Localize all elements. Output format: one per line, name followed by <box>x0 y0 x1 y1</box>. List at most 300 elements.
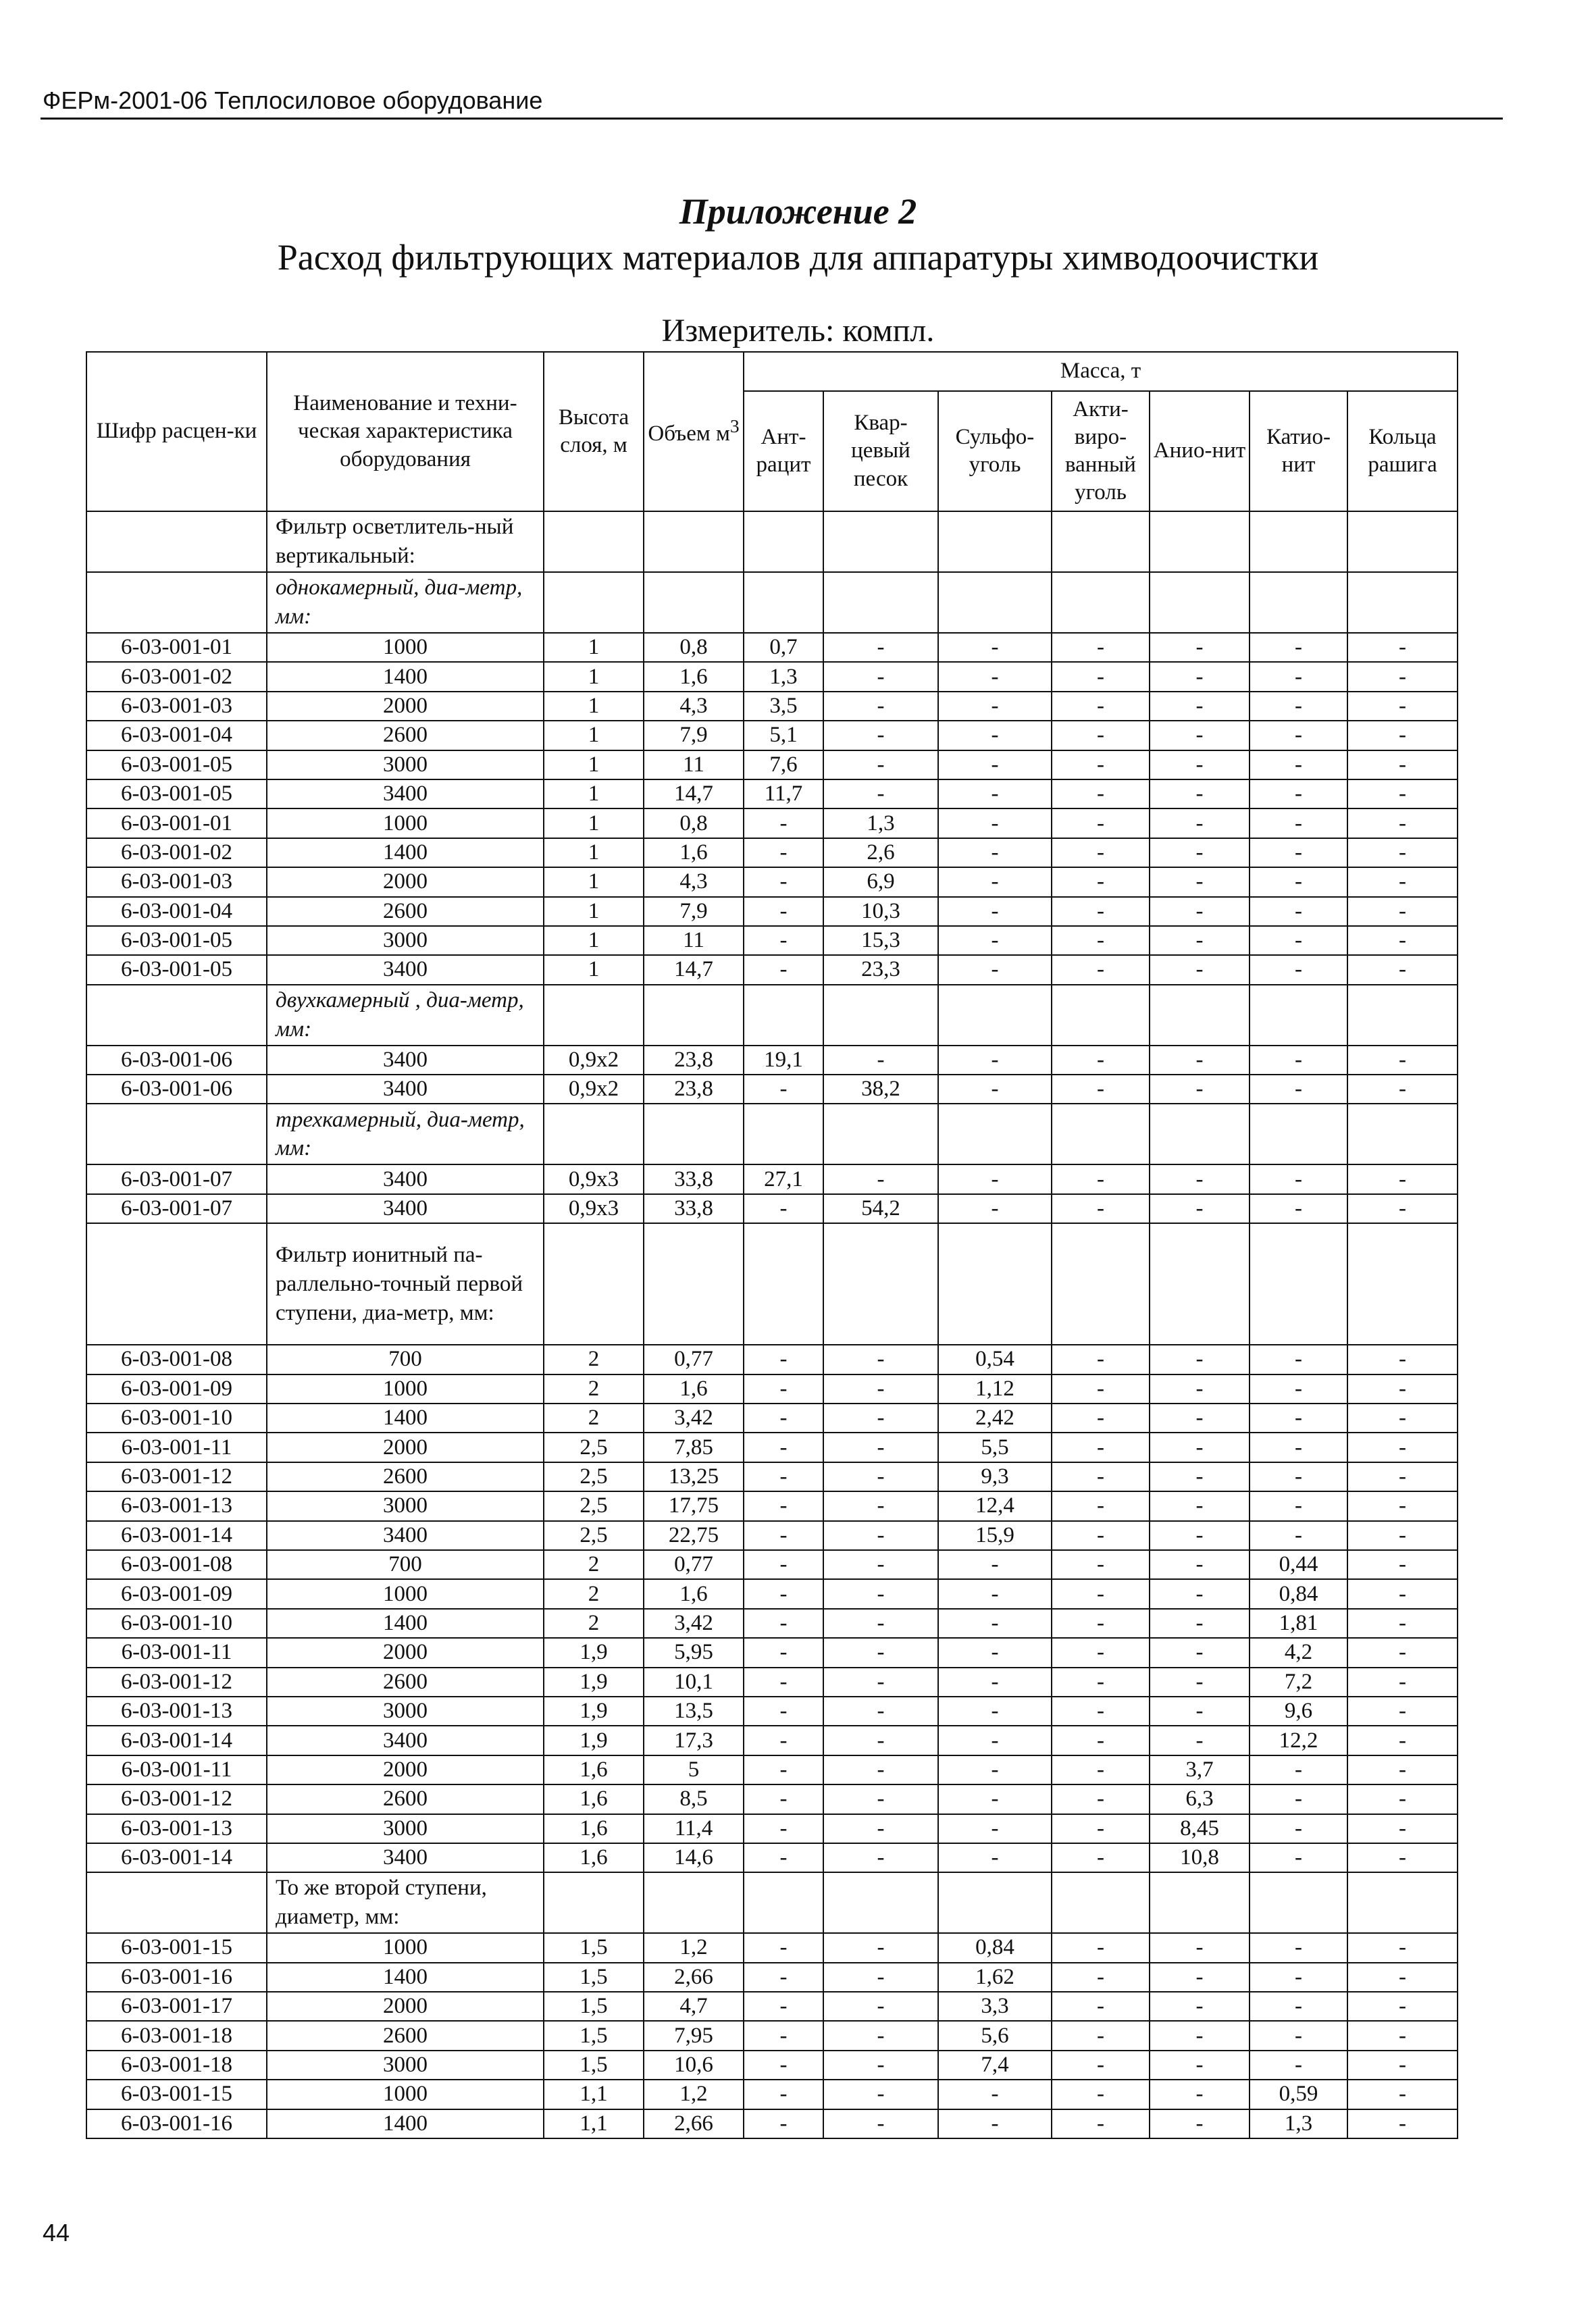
table-cell: - <box>823 2021 938 2050</box>
table-row <box>86 867 1458 896</box>
table-cell: 9,3 <box>938 1462 1052 1491</box>
table-cell: - <box>1052 1345 1150 1374</box>
table-cell: - <box>1150 1668 1250 1697</box>
table-row <box>86 1046 1458 1075</box>
table-cell: - <box>744 2021 823 2050</box>
table-cell: 1000 <box>267 1374 544 1404</box>
empty-cell <box>938 572 1052 633</box>
section-row <box>86 1223 1458 1345</box>
empty-cell <box>1250 1104 1347 1164</box>
table-cell: 15,9 <box>938 1521 1052 1550</box>
table-cell: 1,6 <box>644 662 744 691</box>
table-cell: - <box>823 779 938 808</box>
table-cell: - <box>1250 1374 1347 1404</box>
table-cell: - <box>1347 1609 1458 1638</box>
table-cell: - <box>823 721 938 750</box>
table-cell: - <box>938 779 1052 808</box>
table-cell: - <box>1347 1755 1458 1784</box>
table-cell: - <box>744 1814 823 1843</box>
table-cell: 1,5 <box>544 2021 644 2050</box>
table-cell: 6-03-001-02 <box>86 662 267 691</box>
table-cell: 6-03-001-09 <box>86 1374 267 1404</box>
table-row <box>86 1579 1458 1608</box>
section-label: Фильтр осветлитель-ный вертикальный: <box>267 511 544 572</box>
empty-cell <box>1052 1223 1150 1345</box>
table-cell: 0,59 <box>1250 2080 1347 2109</box>
col-header-anthracite: Ант-рацит <box>744 391 823 511</box>
filter-materials-table <box>86 351 1458 2139</box>
table-cell: - <box>1150 1194 1250 1223</box>
table-row <box>86 1164 1458 1193</box>
empty-cell <box>823 1104 938 1164</box>
table-cell: 3,42 <box>644 1609 744 1638</box>
table-cell: 1 <box>544 750 644 779</box>
table-cell: - <box>1347 1404 1458 1433</box>
empty-cell <box>938 1104 1052 1164</box>
table-cell: 6-03-001-15 <box>86 2080 267 2109</box>
table-cell: 8,45 <box>1150 1814 1250 1843</box>
table-cell: - <box>1347 1992 1458 2021</box>
empty-cell <box>644 1223 744 1345</box>
table-cell: - <box>1150 926 1250 955</box>
section-label: однокамерный, диа-метр, мм: <box>267 572 544 633</box>
table-cell: - <box>938 808 1052 838</box>
table-cell: 0,9х2 <box>544 1046 644 1075</box>
table-cell: - <box>1250 867 1347 896</box>
table-cell: 3400 <box>267 1726 544 1755</box>
table-cell: 11 <box>644 750 744 779</box>
table-cell: 3400 <box>267 1843 544 1872</box>
table-cell: - <box>1347 1726 1458 1755</box>
table-cell: - <box>823 1963 938 1992</box>
table-cell: 1,1 <box>544 2080 644 2109</box>
table-cell: 6-03-001-01 <box>86 808 267 838</box>
table-row <box>86 1697 1458 1726</box>
table-cell: - <box>1052 1579 1150 1608</box>
table-cell: 2600 <box>267 897 544 926</box>
table-cell: - <box>938 1046 1052 1075</box>
empty-cell <box>644 572 744 633</box>
table-cell: - <box>744 926 823 955</box>
table-cell: 6-03-001-10 <box>86 1609 267 1638</box>
table-cell: - <box>744 1579 823 1608</box>
section-row <box>86 1104 1458 1164</box>
table-cell: - <box>1347 2021 1458 2050</box>
table-cell: - <box>1150 1638 1250 1667</box>
table-cell: - <box>1150 808 1250 838</box>
table-cell: - <box>1347 1491 1458 1520</box>
table-cell: - <box>1052 838 1150 867</box>
table-cell: - <box>1150 1963 1250 1992</box>
table-cell: - <box>938 750 1052 779</box>
table-cell: 1400 <box>267 2109 544 2138</box>
table-cell: 14,7 <box>644 955 744 984</box>
col-header-volume <box>644 352 744 511</box>
empty-cell <box>744 1223 823 1345</box>
table-cell: 8,5 <box>644 1784 744 1814</box>
empty-cell <box>1052 1872 1150 1933</box>
table-cell: - <box>1250 633 1347 662</box>
table-cell: 0,77 <box>644 1550 744 1579</box>
empty-cell <box>544 1872 644 1933</box>
section-row <box>86 1872 1458 1933</box>
table-cell: - <box>1150 2051 1250 2080</box>
table-cell: 23,8 <box>644 1075 744 1104</box>
table-cell: 6-03-001-13 <box>86 1697 267 1726</box>
table-cell: 7,9 <box>644 897 744 926</box>
table-cell: 3400 <box>267 1075 544 1104</box>
empty-cell <box>1250 572 1347 633</box>
table-cell: 7,6 <box>744 750 823 779</box>
empty-cell <box>938 511 1052 572</box>
table-cell: - <box>823 1404 938 1433</box>
table-cell: - <box>744 1933 823 1962</box>
col-header-height: Высота слоя, м <box>544 352 644 511</box>
table-row <box>86 1194 1458 1223</box>
table-cell: 1,9 <box>544 1697 644 1726</box>
empty-cell <box>86 985 267 1046</box>
table-cell: - <box>823 750 938 779</box>
table-cell: 2 <box>544 1550 644 1579</box>
table-cell: 3400 <box>267 955 544 984</box>
table-cell: - <box>1150 1404 1250 1433</box>
table-cell: 14,6 <box>644 1843 744 1872</box>
table-cell: 6-03-001-05 <box>86 779 267 808</box>
table-row <box>86 1843 1458 1872</box>
table-cell: 3000 <box>267 1491 544 1520</box>
table-cell: - <box>823 2080 938 2109</box>
table-cell: - <box>938 955 1052 984</box>
empty-cell <box>744 1104 823 1164</box>
table-cell: - <box>823 1491 938 1520</box>
empty-cell <box>86 572 267 633</box>
table-cell: - <box>1347 1345 1458 1374</box>
table-cell: 6-03-001-09 <box>86 1579 267 1608</box>
table-cell: - <box>1052 1697 1150 1726</box>
table-cell: - <box>1150 897 1250 926</box>
empty-cell <box>1150 1223 1250 1345</box>
table-cell: 2000 <box>267 692 544 721</box>
col-header-name: Наименование и техни-ческая характеристика оборудования <box>267 352 544 511</box>
table-cell: 4,3 <box>644 867 744 896</box>
table-cell: - <box>744 1609 823 1638</box>
table-cell: - <box>1347 2051 1458 2080</box>
table-cell: - <box>1250 1462 1347 1491</box>
table-cell: 2,66 <box>644 1963 744 1992</box>
table-cell: 14,7 <box>644 779 744 808</box>
table-row <box>86 1992 1458 2021</box>
table-cell: 6-03-001-10 <box>86 1404 267 1433</box>
table-cell: - <box>823 1638 938 1667</box>
empty-cell <box>644 1872 744 1933</box>
table-row <box>86 1550 1458 1579</box>
table-cell: - <box>823 1726 938 1755</box>
table-cell: - <box>823 1668 938 1697</box>
table-cell: - <box>1347 1784 1458 1814</box>
table-cell: - <box>1347 1638 1458 1667</box>
table-cell: 12,2 <box>1250 1726 1347 1755</box>
table-cell: - <box>744 1521 823 1550</box>
table-cell: 1 <box>544 897 644 926</box>
table-cell: - <box>1150 1550 1250 1579</box>
table-cell: - <box>1052 1843 1150 1872</box>
table-cell: 2,5 <box>544 1521 644 1550</box>
table-cell: 3400 <box>267 1046 544 1075</box>
table-cell: - <box>938 2109 1052 2138</box>
table-cell: - <box>823 1462 938 1491</box>
table-row <box>86 1933 1458 1962</box>
table-cell: - <box>823 1755 938 1784</box>
table-row <box>86 721 1458 750</box>
table-cell: - <box>1052 1521 1150 1550</box>
table-cell: - <box>744 897 823 926</box>
table-cell: - <box>1150 1697 1250 1726</box>
empty-cell <box>1347 985 1458 1046</box>
table-cell: - <box>823 1992 938 2021</box>
col-header-anionite: Анио-нит <box>1150 391 1250 511</box>
table-cell: 2,5 <box>544 1462 644 1491</box>
table-cell: 17,3 <box>644 1726 744 1755</box>
table-cell: - <box>938 867 1052 896</box>
table-cell: 2600 <box>267 1668 544 1697</box>
table-cell: - <box>1150 955 1250 984</box>
table-cell: - <box>1150 1374 1250 1404</box>
empty-cell <box>644 511 744 572</box>
table-cell: - <box>1052 808 1150 838</box>
table-cell: 6-03-001-07 <box>86 1194 267 1223</box>
table-cell: - <box>938 926 1052 955</box>
table-cell: - <box>1150 2021 1250 2050</box>
table-cell: 1 <box>544 662 644 691</box>
table-cell: - <box>744 1668 823 1697</box>
table-cell: - <box>1150 1164 1250 1193</box>
table-cell: - <box>823 1521 938 1550</box>
table-cell: - <box>1250 1194 1347 1223</box>
table-cell: 1,9 <box>544 1668 644 1697</box>
table-cell: - <box>938 1755 1052 1784</box>
table-cell: - <box>744 1194 823 1223</box>
table-cell: 5 <box>644 1755 744 1784</box>
table-cell: - <box>1150 1726 1250 1755</box>
table-cell: - <box>1250 2021 1347 2050</box>
table-cell: 11,7 <box>744 779 823 808</box>
table-row <box>86 1404 1458 1433</box>
table-cell: 7,95 <box>644 2021 744 2050</box>
table-cell: 6-03-001-04 <box>86 897 267 926</box>
table-cell: 2000 <box>267 1992 544 2021</box>
table-cell: - <box>938 838 1052 867</box>
empty-cell <box>823 1223 938 1345</box>
table-cell: 1,3 <box>823 808 938 838</box>
table-cell: - <box>1347 750 1458 779</box>
empty-cell <box>1052 572 1150 633</box>
table-cell: - <box>823 1433 938 1462</box>
table-row <box>86 662 1458 691</box>
table-cell: 1 <box>544 633 644 662</box>
empty-cell <box>1347 511 1458 572</box>
table-cell: 1,5 <box>544 2051 644 2080</box>
table-cell: - <box>1250 692 1347 721</box>
table-cell: 6-03-001-06 <box>86 1075 267 1104</box>
table-cell: - <box>1150 1609 1250 1638</box>
table-cell: 1,6 <box>544 1843 644 1872</box>
table-cell: - <box>938 1814 1052 1843</box>
table-cell: 6-03-001-18 <box>86 2051 267 2080</box>
table-cell: 4,7 <box>644 1992 744 2021</box>
table-cell: - <box>1052 1933 1150 1962</box>
empty-cell <box>1150 985 1250 1046</box>
empty-cell <box>544 572 644 633</box>
col-header-quartz-sand: Квар-цевый песок <box>823 391 938 511</box>
table-cell: 2600 <box>267 721 544 750</box>
empty-cell <box>86 1104 267 1164</box>
table-cell: 0,84 <box>1250 1579 1347 1608</box>
table-cell: 3,7 <box>1150 1755 1250 1784</box>
table-cell: - <box>1052 750 1150 779</box>
empty-cell <box>644 985 744 1046</box>
table-cell: 7,85 <box>644 1433 744 1462</box>
table-cell: 6-03-001-12 <box>86 1668 267 1697</box>
table-cell: 3000 <box>267 926 544 955</box>
table-cell: 0,8 <box>644 808 744 838</box>
table-cell: 1,62 <box>938 1963 1052 1992</box>
table-row <box>86 2109 1458 2138</box>
empty-cell <box>1052 985 1150 1046</box>
table-cell: 10,1 <box>644 1668 744 1697</box>
table-cell: 0,9х2 <box>544 1075 644 1104</box>
table-cell: 6-03-001-11 <box>86 1638 267 1667</box>
table-cell: 700 <box>267 1345 544 1374</box>
empty-cell <box>1347 1104 1458 1164</box>
table-cell: 1400 <box>267 838 544 867</box>
table-cell: 38,2 <box>823 1075 938 1104</box>
table-cell: 3000 <box>267 1697 544 1726</box>
table-cell: 0,9х3 <box>544 1194 644 1223</box>
empty-cell <box>744 511 823 572</box>
table-cell: 0,77 <box>644 1345 744 1374</box>
table-cell: - <box>823 1550 938 1579</box>
table-cell: 0,9х3 <box>544 1164 644 1193</box>
table-cell: - <box>1150 838 1250 867</box>
table-cell: - <box>938 1164 1052 1193</box>
table-cell: - <box>744 867 823 896</box>
table-cell: - <box>1052 2109 1150 2138</box>
table-cell: 9,6 <box>1250 1697 1347 1726</box>
empty-cell <box>823 511 938 572</box>
table-cell: - <box>1250 838 1347 867</box>
table-cell: - <box>1347 662 1458 691</box>
table-cell: 1,5 <box>544 1992 644 2021</box>
table-cell: 1 <box>544 692 644 721</box>
table-cell: - <box>938 633 1052 662</box>
table-cell: 10,6 <box>644 2051 744 2080</box>
table-cell: - <box>823 662 938 691</box>
table-row <box>86 897 1458 926</box>
empty-cell <box>938 1223 1052 1345</box>
table-cell: - <box>1347 1697 1458 1726</box>
table-cell: 2 <box>544 1404 644 1433</box>
table-row <box>86 750 1458 779</box>
table-cell: - <box>1347 721 1458 750</box>
table-cell: 1000 <box>267 1933 544 1962</box>
table-cell: - <box>744 1755 823 1784</box>
table-cell: - <box>1347 1963 1458 1992</box>
table-cell: - <box>1052 926 1150 955</box>
table-cell: - <box>744 2109 823 2138</box>
table-cell: - <box>744 1697 823 1726</box>
table-cell: - <box>1052 2080 1150 2109</box>
table-cell: 3400 <box>267 1164 544 1193</box>
table-cell: 0,7 <box>744 633 823 662</box>
table-cell: 1 <box>544 838 644 867</box>
table-cell: 6-03-001-08 <box>86 1345 267 1374</box>
col-header-volume-sup: 3 <box>729 415 740 437</box>
table-cell: 1400 <box>267 1404 544 1433</box>
table-cell: 6-03-001-11 <box>86 1433 267 1462</box>
table-cell: - <box>938 721 1052 750</box>
empty-cell <box>744 985 823 1046</box>
table-cell: 1,6 <box>544 1755 644 1784</box>
empty-cell <box>544 1104 644 1164</box>
table-cell: - <box>823 1933 938 1962</box>
table-cell: - <box>1052 662 1150 691</box>
table-cell: - <box>1052 1046 1150 1075</box>
table-cell: 13,5 <box>644 1697 744 1726</box>
table-cell: - <box>1250 2051 1347 2080</box>
table-row <box>86 779 1458 808</box>
table-cell: - <box>1150 1579 1250 1608</box>
table-cell: - <box>744 1345 823 1374</box>
table-cell: - <box>1347 1462 1458 1491</box>
table-cell: - <box>823 633 938 662</box>
table-cell: - <box>1250 897 1347 926</box>
table-cell: 6-03-001-14 <box>86 1726 267 1755</box>
table-cell: - <box>1250 662 1347 691</box>
table-cell: - <box>1052 1462 1150 1491</box>
table-cell: 2600 <box>267 1784 544 1814</box>
table-cell: 2 <box>544 1579 644 1608</box>
table-row <box>86 1075 1458 1104</box>
table-cell: - <box>1347 1164 1458 1193</box>
table-cell: 6-03-001-06 <box>86 1046 267 1075</box>
table-cell: 1,81 <box>1250 1609 1347 1638</box>
table-cell: - <box>744 2051 823 2080</box>
table-cell: - <box>823 1697 938 1726</box>
table-cell: - <box>1052 633 1150 662</box>
table-cell: - <box>938 1579 1052 1608</box>
table-cell: 1,12 <box>938 1374 1052 1404</box>
table-cell: - <box>1150 1491 1250 1520</box>
table-cell: - <box>1347 1433 1458 1462</box>
section-label: Фильтр ионитный па-раллельно-точный первой ступени, диа-метр, мм: <box>267 1223 544 1345</box>
table-cell: - <box>1250 1814 1347 1843</box>
table-cell: 6-03-001-17 <box>86 1992 267 2021</box>
empty-cell <box>938 1872 1052 1933</box>
table-cell: 3,5 <box>744 692 823 721</box>
table-cell: - <box>938 1726 1052 1755</box>
table-cell: - <box>1150 1433 1250 1462</box>
table-cell: - <box>744 1075 823 1104</box>
table-cell: - <box>1250 779 1347 808</box>
table-cell: 3000 <box>267 2051 544 2080</box>
table-cell: - <box>1052 1075 1150 1104</box>
table-cell: 1400 <box>267 1609 544 1638</box>
table-cell: 17,75 <box>644 1491 744 1520</box>
table-cell: - <box>1250 1755 1347 1784</box>
table-cell: 2 <box>544 1345 644 1374</box>
page-number: 44 <box>43 2219 70 2246</box>
empty-cell <box>823 1872 938 1933</box>
